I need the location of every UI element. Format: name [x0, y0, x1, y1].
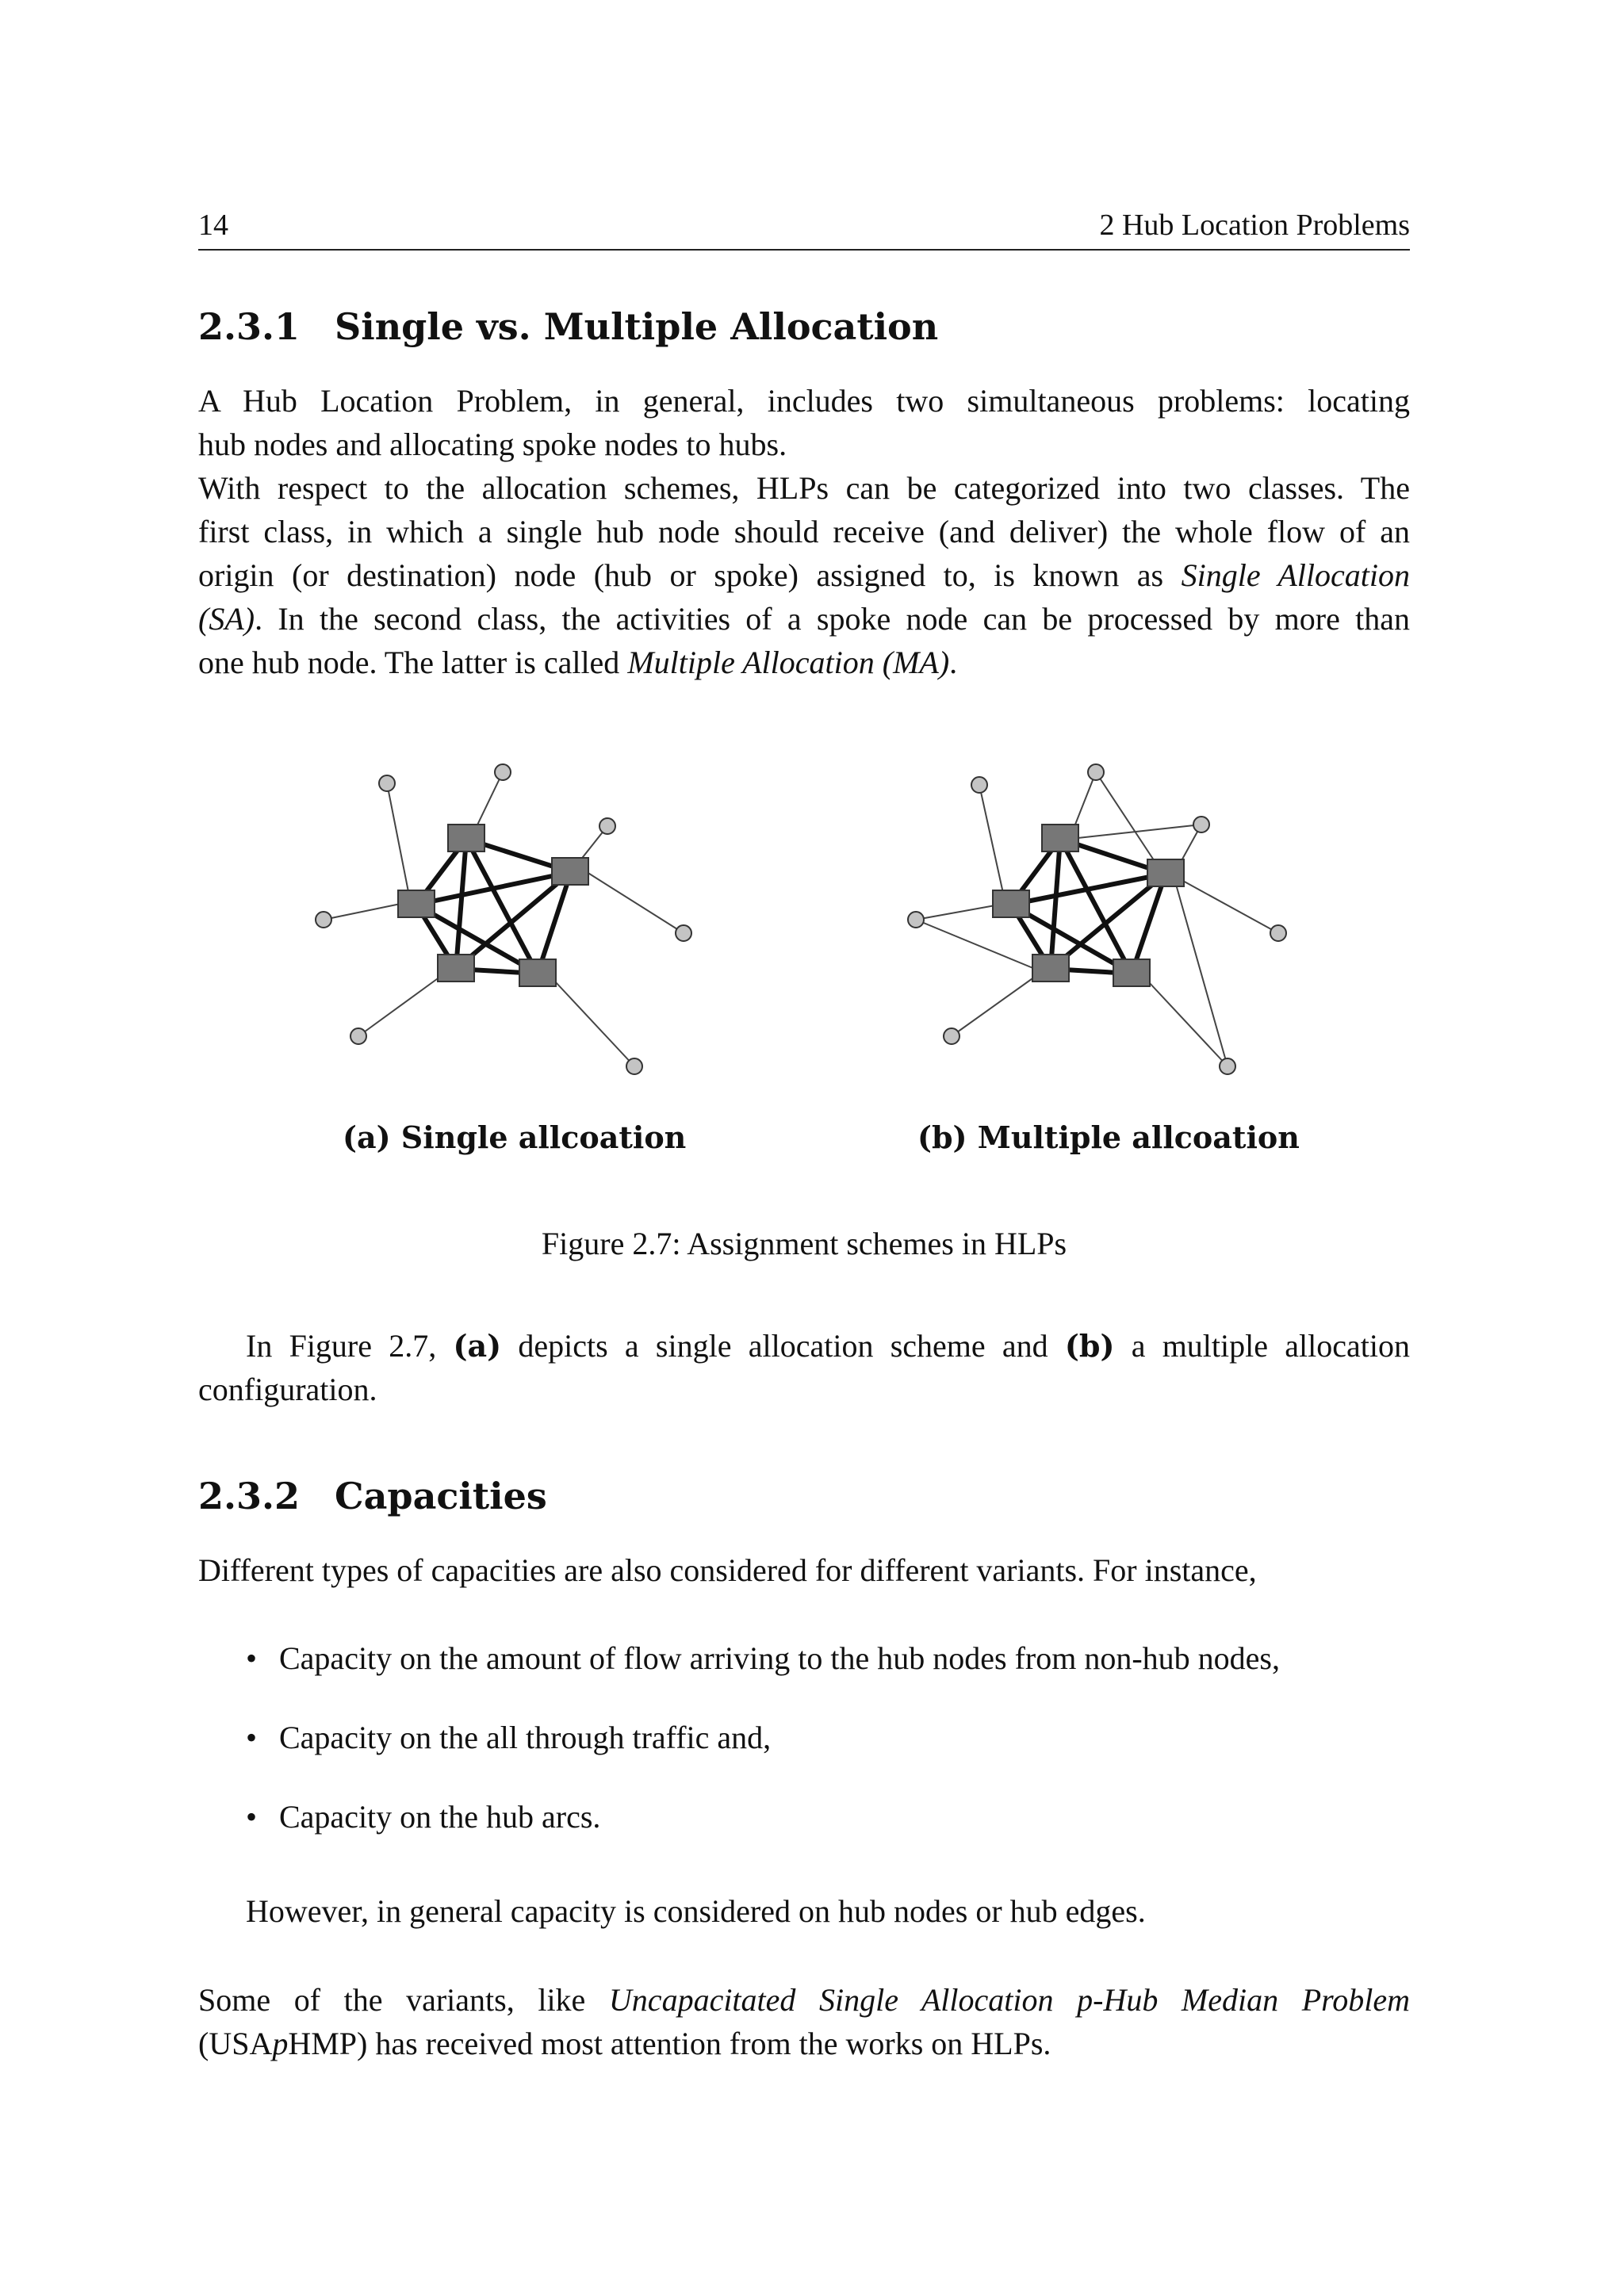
- text-span: In Figure 2.7,: [246, 1328, 454, 1364]
- spoke-edge: [952, 977, 1035, 1036]
- ref-b: (b): [1064, 1328, 1115, 1364]
- spoke-edge: [1071, 825, 1201, 839]
- spoke-node: [316, 912, 331, 928]
- page-header: [198, 208, 1410, 251]
- spoke-node: [1270, 925, 1286, 941]
- spoke-node: [676, 925, 691, 941]
- bullet-symbol: •: [246, 1799, 258, 1835]
- text-line: first class, in which a single hub node should receive (and deliver) the whole flow of an: [198, 514, 1410, 549]
- text-line: [198, 1324, 1410, 1368]
- figure-a-single-allocation: [301, 753, 714, 1094]
- section-number: 2.3.2: [198, 1475, 301, 1517]
- section-heading-2-3-2: [198, 1475, 547, 1517]
- spoke-edge: [387, 783, 411, 904]
- spoke-edge: [916, 905, 995, 920]
- term-sa: (SA): [198, 601, 255, 637]
- text-line: [198, 553, 1410, 597]
- hub-node: [993, 890, 1029, 917]
- text-span: . In the second class, the activities of a spoke node can be processed by more than: [255, 601, 1410, 637]
- hub-node: [552, 858, 588, 885]
- hub-edge: [1051, 839, 1060, 969]
- text-span: a multiple allocation: [1114, 1328, 1410, 1364]
- paragraph-variants: [198, 1978, 1410, 2065]
- hub-edge: [456, 839, 466, 969]
- text-line: However, in general capacity is considered on hub nodes or hub edges.: [246, 1893, 1146, 1929]
- spoke-edge: [979, 785, 1005, 904]
- hub-node: [1113, 959, 1150, 986]
- spoke-edge: [324, 904, 400, 920]
- spoke-node: [495, 764, 511, 780]
- text-line: configuration.: [198, 1372, 377, 1407]
- spoke-nodes: [316, 764, 691, 1074]
- list-item-text: Capacity on the all through traffic and,: [279, 1720, 772, 1755]
- list-item: [246, 1798, 600, 1835]
- list-item: [246, 1719, 771, 1756]
- paragraph-however: [198, 1889, 1410, 1933]
- paragraph-intro: [198, 379, 1410, 684]
- spoke-edge: [358, 977, 440, 1036]
- term-single-allocation: Single Allocation: [1181, 557, 1410, 593]
- figure-b-multiple-allocation: [896, 753, 1308, 1094]
- text-line: [198, 1978, 1410, 2022]
- spoke-node: [599, 818, 615, 834]
- figure-caption: Figure 2.7: Assignment schemes in HLPs: [541, 1226, 1067, 1261]
- section-heading-2-3-1: [198, 305, 938, 348]
- page-number: 14: [198, 209, 228, 242]
- text-line: A Hub Location Problem, in general, includes two simultaneous problems: locating: [198, 383, 1410, 419]
- ref-a: (a): [453, 1328, 502, 1364]
- spoke-node: [1088, 764, 1104, 780]
- bullet-symbol: •: [246, 1720, 258, 1755]
- hub-node: [1042, 825, 1078, 851]
- paragraph-figure-reference: [198, 1324, 1410, 1411]
- spoke-edges: [324, 772, 684, 1066]
- section-title: Single vs. Multiple Allocation: [335, 305, 939, 348]
- hub-node: [1032, 955, 1069, 982]
- section-title: Capacities: [335, 1475, 547, 1517]
- text-span: (USA: [198, 2026, 273, 2061]
- term-usaphmp: Uncapacitated Single Allocation p-Hub Median Problem: [608, 1982, 1410, 2018]
- hub-node: [398, 890, 435, 917]
- spoke-node: [908, 912, 924, 928]
- spoke-edge: [1096, 772, 1162, 872]
- spoke-edge: [555, 982, 634, 1066]
- text-line: [198, 597, 1410, 641]
- text-line: [198, 641, 1410, 684]
- list-item-text: Capacity on the hub arcs.: [279, 1799, 601, 1835]
- list-item-text: Capacity on the amount of flow arriving to the hub nodes from non-hub nodes,: [279, 1640, 1280, 1676]
- spoke-node: [1220, 1058, 1235, 1074]
- text-line: Different types of capacities are also considered for different variants. For instance,: [198, 1552, 1257, 1588]
- hub-node: [438, 955, 474, 982]
- hub-node: [519, 959, 556, 986]
- text-span: one hub node. The latter is called: [198, 645, 628, 680]
- spoke-node: [1193, 817, 1209, 832]
- paragraph-capacities-intro: [198, 1548, 1410, 1592]
- text-span: depicts a single allocation scheme and: [501, 1328, 1065, 1364]
- text-line: [198, 2022, 1410, 2065]
- hub-edges: [416, 839, 571, 974]
- running-title: 2 Hub Location Problems: [1099, 209, 1410, 242]
- spoke-edge: [587, 872, 684, 933]
- text-span: HMP) has received most attention from the works on HLPs.: [288, 2026, 1051, 2061]
- hub-node: [448, 825, 485, 851]
- hub-edge: [1011, 874, 1166, 905]
- spoke-node: [379, 775, 395, 791]
- italic-p: p: [272, 2026, 289, 2061]
- spoke-edge: [1182, 880, 1278, 933]
- section-number: 2.3.1: [198, 305, 301, 348]
- text-span: origin (or destination) node (hub or spoke) assigned to, is known as: [198, 557, 1182, 593]
- text-line: With respect to the allocation schemes, HLPs can be categorized into two classes. The: [198, 470, 1410, 506]
- spoke-edge: [916, 920, 1035, 969]
- list-item: [246, 1640, 1280, 1677]
- hub-edges: [1011, 839, 1166, 974]
- subcaption-a: (a) Single allcoation: [343, 1119, 687, 1155]
- bullet-symbol: •: [246, 1640, 258, 1676]
- spoke-node: [626, 1058, 642, 1074]
- term-multiple-allocation: Multiple Allocation (MA): [627, 645, 950, 680]
- text-span: .: [949, 645, 958, 680]
- spoke-node: [971, 777, 987, 793]
- spoke-node: [944, 1028, 959, 1044]
- hub-node: [1147, 859, 1184, 886]
- text-span: Some of the variants, like: [198, 1982, 609, 2018]
- spoke-node: [350, 1028, 366, 1044]
- text-line: hub nodes and allocating spoke nodes to hubs.: [198, 427, 787, 462]
- subcaption-b: (b) Multiple allcoation: [917, 1119, 1300, 1155]
- spoke-edges: [916, 772, 1278, 1066]
